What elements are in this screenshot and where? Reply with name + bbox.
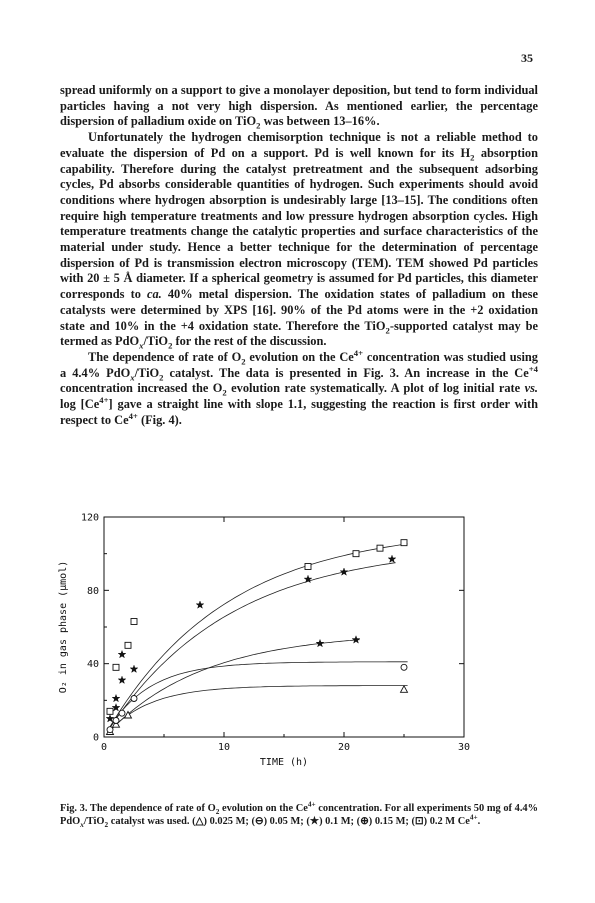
data-point-triangle xyxy=(401,686,408,693)
data-point-star xyxy=(388,555,396,562)
data-point-star xyxy=(118,676,126,683)
axis-labels xyxy=(58,513,470,769)
y-tick-label: 40 xyxy=(86,659,99,671)
y-axis-title: O₂ in gas phase (μmol) xyxy=(58,560,69,694)
plot-frame xyxy=(104,517,464,737)
paragraph-3: The dependence of rate of $O_2$ evolution on the $Ce^{4+}$ concentration was studied using a 4.4% PdO$_x$/TiO$_2$ catalyst. The data is presented in Fig. 3. An increase in the $Ce^{+4}$ concentration increased the $O_2$ evolution rate systematically. A plot of log initial rate vs. $\log [Ce^{4+}]$ gave a straight line with slope 1.1, suggesting the reaction is first order with respect to $Ce^{4+}$ (Fig. 4). xyxy=(60,347,538,427)
data-point-circle xyxy=(107,727,113,733)
data-point-square xyxy=(401,540,407,546)
data-point-star xyxy=(352,636,360,643)
data-point-square xyxy=(377,545,383,551)
data-point-square xyxy=(125,642,131,648)
figure-3 xyxy=(52,505,532,785)
data-point-square xyxy=(107,708,113,714)
data-point-square xyxy=(113,664,119,670)
data-point-star xyxy=(340,568,348,575)
chart-axes xyxy=(104,517,464,737)
paragraph-1: spread uniformly on a support to give a monolayer deposition, but tend to form individual particles having a not very high dispersion. As mentioned earlier, the percentage dispersion of palladium oxide on TiO$_2$ was between 13–16%. xyxy=(60,83,538,131)
y-tick-label: 0 xyxy=(92,732,99,744)
data-point-star xyxy=(316,640,324,647)
fit-curve xyxy=(108,686,408,733)
data-point-star xyxy=(196,601,204,608)
fit-curves xyxy=(108,544,408,733)
paragraph-2: Unfortunately the hydrogen chemisorption technique is not a reliable method to evaluate the dispersion of Pd on a support. Pd is well known for its $H_2$ absorption capability. Therefore during the catalyst pretreatment and the subsequent adsorbing cycles, Pd absorbs considerable quantities of hydrogen. Such experiments should avoid conditions where hydrogen absorption is undesirably large [13–15]. The conditions often require high temperature treatments and low pressure hydrogen absorption cycles. High temperature treatments change the catalytic properties and surface characteristics of the material under study. Hence a better technique for the determination of percentage dispersion of Pd is transmission electron microscopy (TEM). TEM showed Pd particles with 20 ± 5 Å diameter. If a spherical geometry is assumed for Pd particles, this diameter corresponds to ca. 40% metal dispersion. The oxidation states of palladium on these catalysts were determined by XPS [16]. 90% of the Pd atoms were in the +2 oxidation state and 10% in the +4 oxidation state. Therefore the TiO$_2$-supported catalyst may be termed as PdO$_x$/TiO$_2$ for the rest of the discussion. xyxy=(60,130,538,351)
x-tick-label: 30 xyxy=(457,742,471,753)
data-point-star xyxy=(118,651,126,658)
y-tick-label: 80 xyxy=(86,585,99,597)
data-markers xyxy=(106,540,407,735)
figure-caption: Fig. 3. The dependence of rate of $O_2$ evolution on the $Ce^{4+}$ concentration. For all experiments 50 mg of 4.4% PdO$_x$/TiO$_2$ catalyst was used. (△) 0.025 M; (⊖) 0.05 M; (★) 0.1 M; (⊕) 0.15 M; (⊡) 0.2 M $Ce^{4+}$. xyxy=(60,800,539,830)
fit-curve xyxy=(108,662,408,731)
data-point-circle xyxy=(131,696,137,702)
page-number: 35 xyxy=(521,51,533,65)
data-point-square xyxy=(131,619,137,625)
data-point-circle xyxy=(401,664,407,670)
data-point-circle xyxy=(113,718,119,724)
data-point-star xyxy=(130,665,138,672)
o2-evolution-chart xyxy=(52,505,532,785)
body-text xyxy=(60,83,538,428)
data-point-star xyxy=(112,695,120,702)
data-point-circle xyxy=(119,710,125,716)
x-tick-label: 20 xyxy=(337,742,351,753)
x-axis-title: TIME (h) xyxy=(259,757,309,768)
data-point-square xyxy=(353,551,359,557)
data-point-square xyxy=(305,564,311,570)
x-tick-label: 10 xyxy=(217,742,231,753)
y-tick-label: 120 xyxy=(80,512,99,524)
x-tick-label: 0 xyxy=(100,742,108,753)
fit-curve xyxy=(108,640,360,734)
fit-curve xyxy=(108,544,408,731)
